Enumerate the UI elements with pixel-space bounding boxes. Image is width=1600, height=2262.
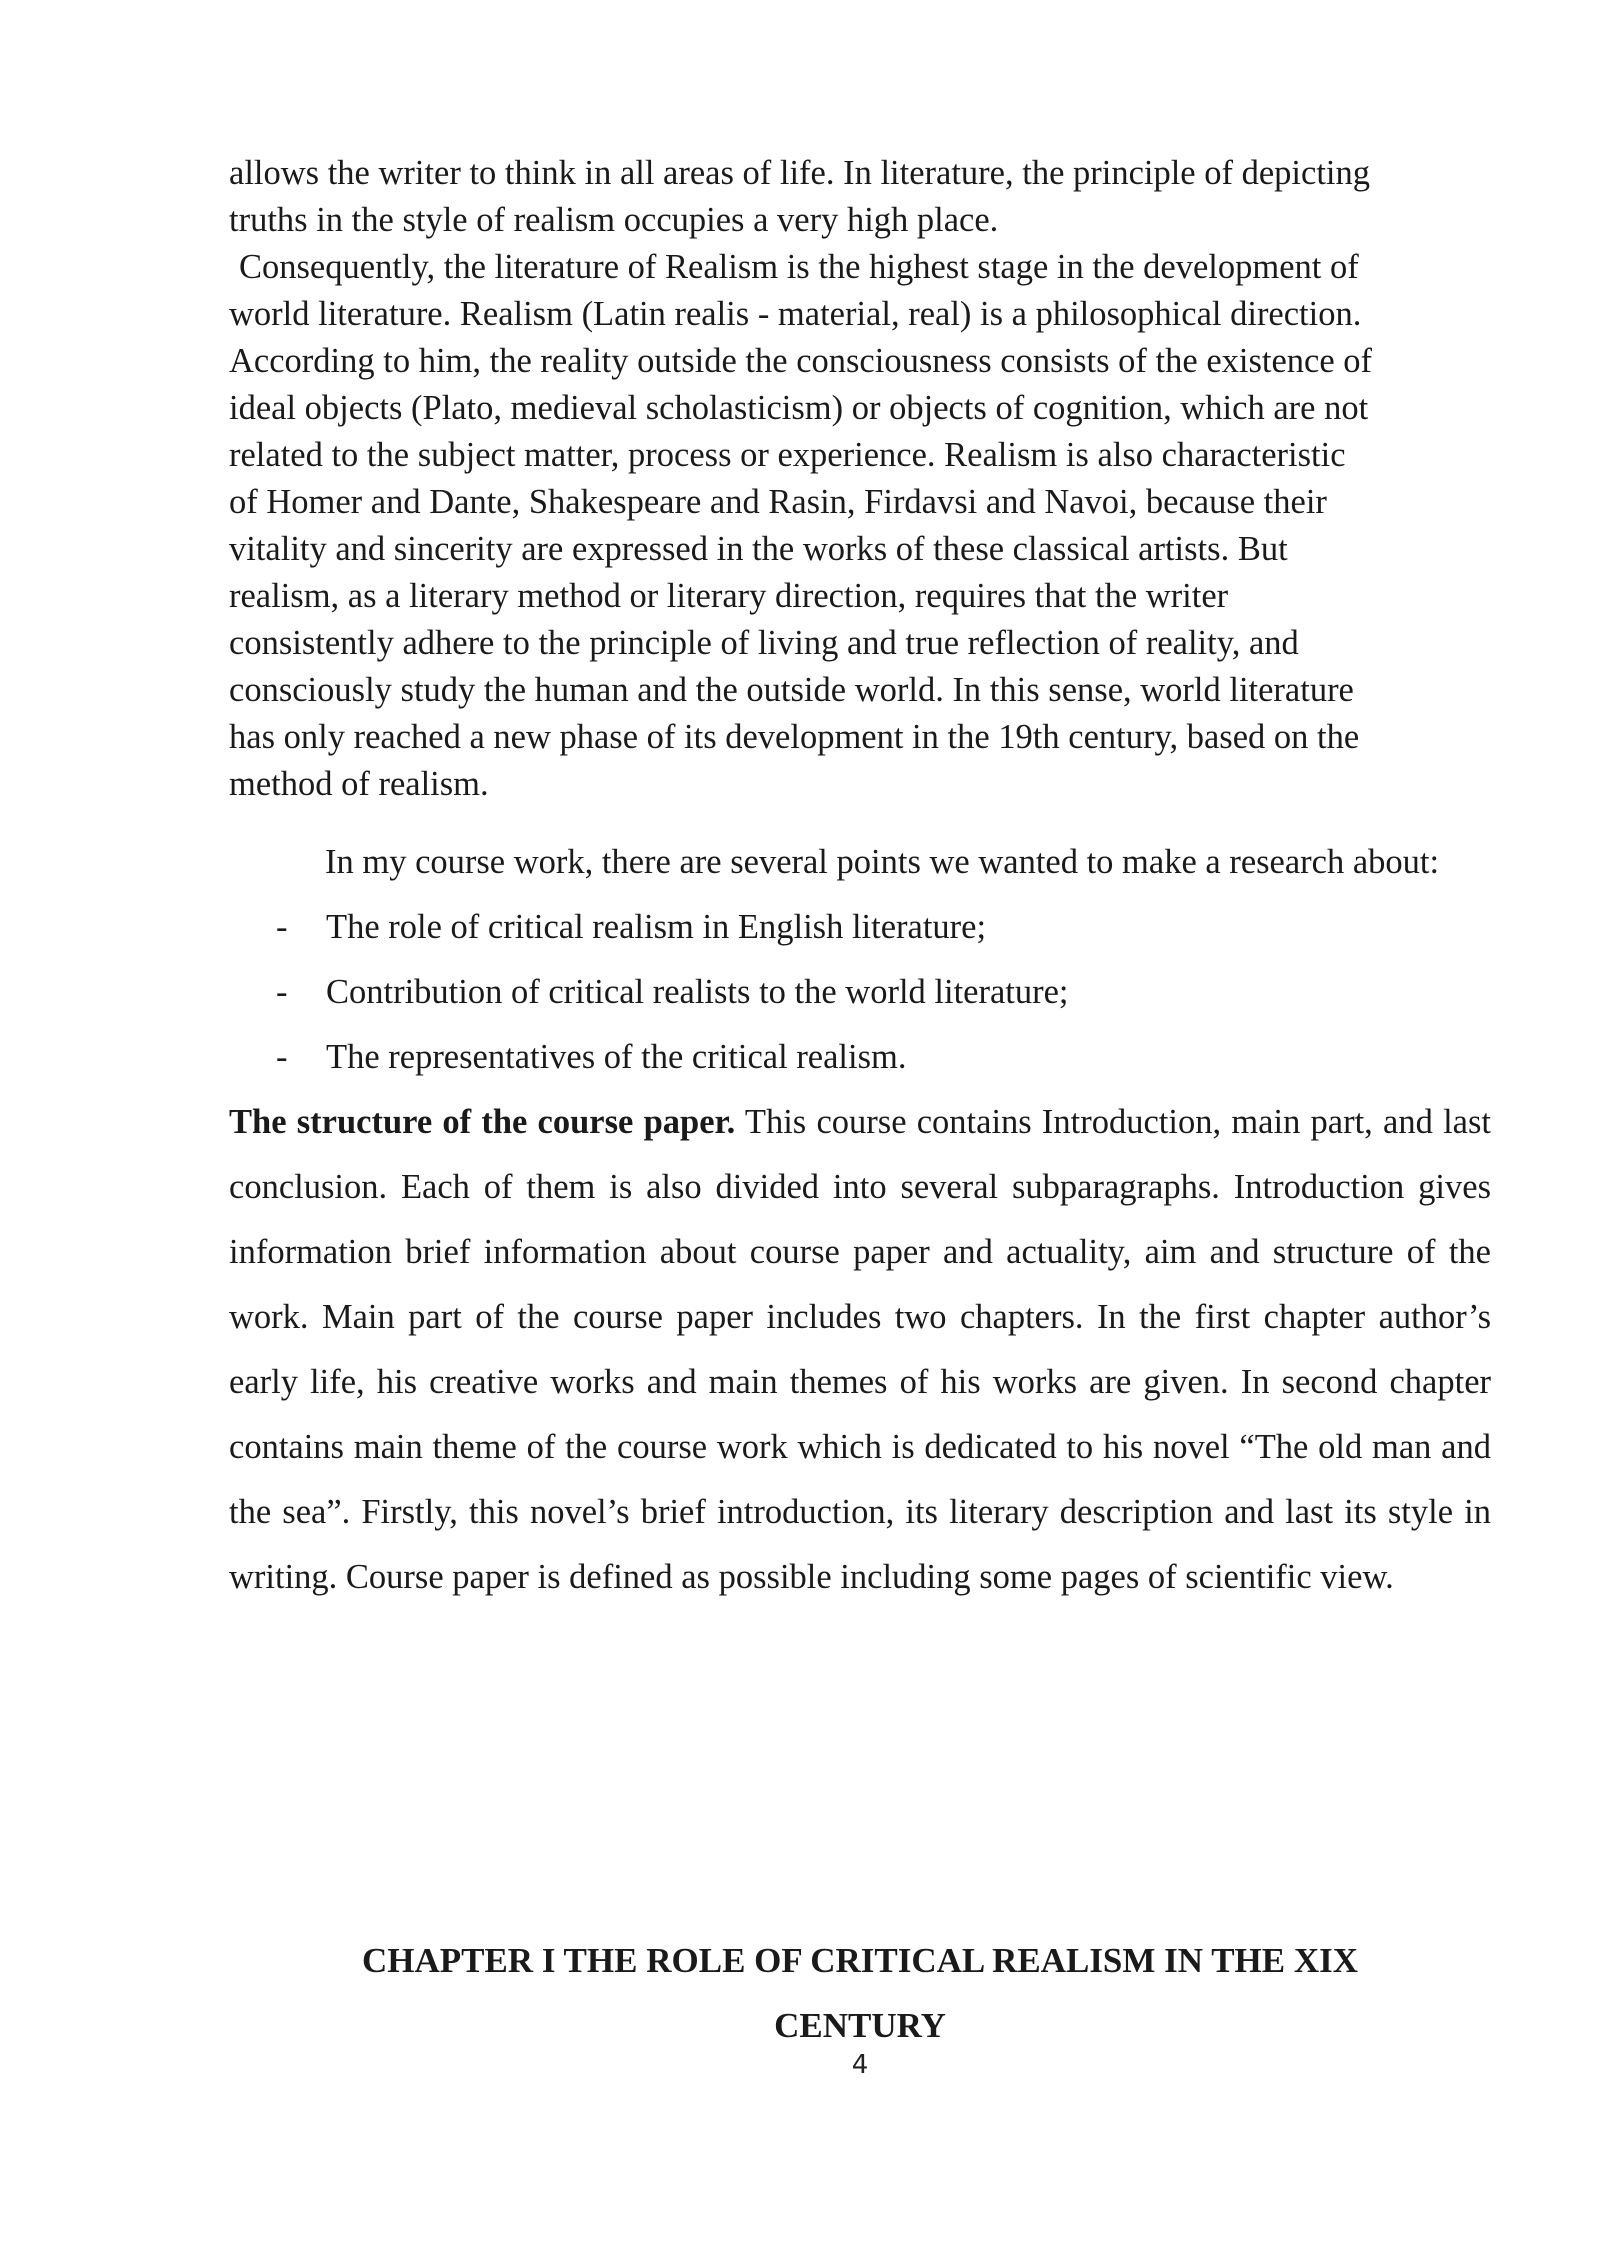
paragraph-realism-intro <box>229 150 1491 244</box>
list-item <box>229 1025 1491 1090</box>
text-line: consistently adhere to the principle of living and true reflection of reality, and <box>229 624 1299 662</box>
structure-paragraph <box>229 1090 1491 1610</box>
bullet-dash: - <box>276 973 288 1011</box>
chapter-heading-line: CHAPTER I THE ROLE OF CRITICAL REALISM IN THE XIX <box>361 1941 1359 1980</box>
text-line: consciously study the human and the outside world. In this sense, world literature <box>229 671 1354 709</box>
text-line: realism, as a literary method or literary direction, requires that the writer <box>229 577 1229 615</box>
page-number: 4 <box>851 2050 869 2080</box>
paragraph-realism-definition <box>229 244 1491 808</box>
bullet-dash: - <box>276 908 288 946</box>
page-body <box>229 150 1491 1610</box>
list-item <box>229 960 1491 1025</box>
chapter-heading-line: CENTURY <box>774 2006 946 2045</box>
list-item <box>229 895 1491 960</box>
text-line: truths in the style of realism occupies a very high place. <box>229 201 999 239</box>
text-line: ideal objects (Plato, medieval scholasticism) or objects of cognition, which are not <box>229 389 1369 427</box>
structure-heading: The structure of the course paper. <box>229 1103 736 1141</box>
structure-text: This course contains Introduction, main part, and last conclusion. Each of them is also divided into several subparagraphs. Introduction gives information brief information about course paper and actuality, aim and structure of the work. Main part of the course paper includes two chapters. In the first chapter author’s early life, his creative works and main themes of his works are given. In second chapter contains main theme of the course work which is dedicated to his novel “The old man and the sea”. Firstly, this novel’s brief introduction, its literary description and last its style in writing. Course paper is defined as possible including some pages of scientific view. <box>229 1103 1491 1596</box>
text-line: world literature. Realism (Latin realis - material, real) is a philosophical direction. <box>229 295 1362 333</box>
research-intro-paragraph: In my course work, there are several points we wanted to make a research about: <box>325 843 1440 881</box>
research-points-list <box>229 895 1491 1090</box>
text-line: has only reached a new phase of its development in the 19th century, based on the <box>229 718 1360 756</box>
text-line: According to him, the reality outside the consciousness consists of the existence of <box>229 342 1373 380</box>
bullet-dash: - <box>276 1038 288 1076</box>
list-item-text: Contribution of critical realists to the world literature; <box>326 973 1069 1011</box>
text-line: method of realism. <box>229 765 489 803</box>
text-line: related to the subject matter, process or experience. Realism is also characteristic <box>229 436 1346 474</box>
chapter-heading <box>229 1928 1491 2058</box>
list-item-text: The role of critical realism in English literature; <box>326 908 987 946</box>
text-line: of Homer and Dante, Shakespeare and Rasin, Firdavsi and Navoi, because their <box>229 483 1327 521</box>
text-line: vitality and sincerity are expressed in the works of these classical artists. But <box>229 530 1288 568</box>
list-item-text: The representatives of the critical realism. <box>326 1038 907 1076</box>
text-line: allows the writer to think in all areas of life. In literature, the principle of depicting <box>229 154 1370 192</box>
text-line: Consequently, the literature of Realism is the highest stage in the development of <box>239 248 1359 286</box>
